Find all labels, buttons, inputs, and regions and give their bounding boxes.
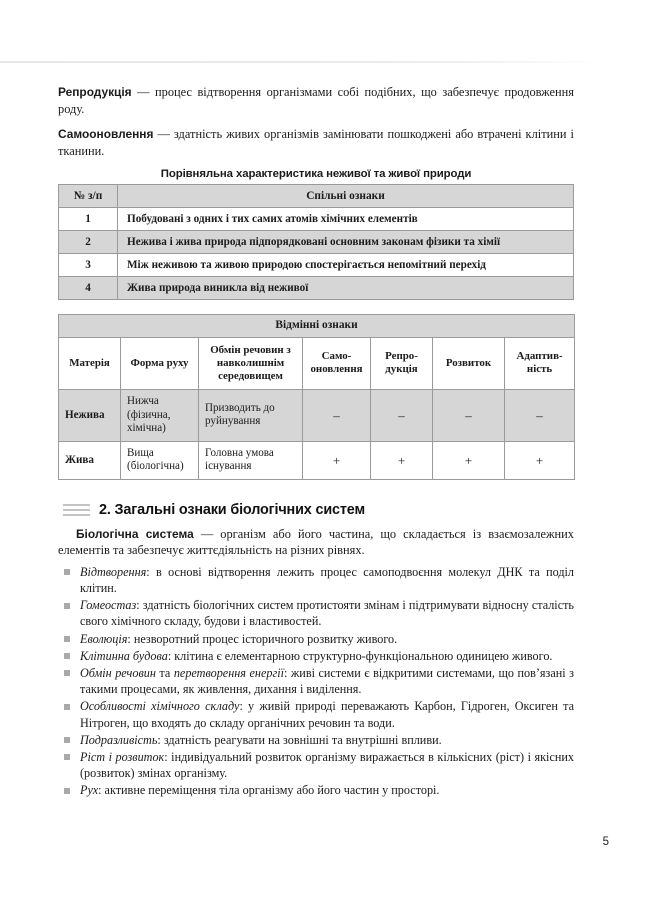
table-row: [59, 254, 574, 277]
table-title-distinctive-features: Відмінні ознаки: [59, 315, 575, 338]
triple-bar-icon: [63, 504, 90, 517]
cell-metabolism: Головна умова існування: [199, 441, 303, 479]
cell-metabolism: Призводить до руйнування: [199, 389, 303, 441]
table-row: [59, 277, 574, 300]
cell-development: +: [433, 441, 505, 479]
cell-motion-form: Вища (біологічна): [121, 441, 199, 479]
column-header-index: № з/п: [59, 185, 118, 208]
feature-text: : живі системи є відкритими системами, що пов’язані з такими процесами, як живлення, дихання і виділення.: [80, 665, 574, 697]
feature-text: : клітина є елементарною структурно-функціональною одиницею живого.: [167, 648, 553, 663]
square-bullet-icon: [64, 788, 70, 794]
page-number: 5: [602, 836, 609, 848]
cell-development: –: [433, 389, 505, 441]
feature-text: : у живій природі переважають Карбон, Гідроген, Оксиген та Нітроген, що входять до складу органічних речовин та води.: [80, 699, 574, 730]
list-item: [64, 564, 574, 596]
list-item: [64, 597, 574, 629]
table-header-row: [59, 337, 575, 389]
cell-matter: Жива: [59, 441, 121, 479]
feature-text: : активне переміщення тіла організму або його частин у просторі.: [98, 783, 440, 798]
term-definition: — процес відтворення організмами собі подібних, що забезпечує продовження роду.: [58, 85, 574, 116]
square-bullet-icon: [64, 653, 70, 659]
list-item: [64, 782, 574, 798]
term-label: Самооновлення: [58, 127, 154, 142]
term-label: Біологічна система: [76, 526, 194, 541]
definition-paragraph-reproduction: [58, 84, 574, 117]
table-row: [59, 441, 575, 479]
square-bullet-icon: [64, 670, 70, 676]
feature-text: : здатність реагувати на зовнішні та внутрішні впливи.: [157, 732, 442, 747]
feature-label: Відтворення: [80, 564, 147, 579]
column-header-metabolism: Обмін речовин з навколишнім середовищем: [199, 337, 303, 389]
square-bullet-icon: [64, 704, 70, 710]
cell-adaptability: –: [505, 389, 575, 441]
page-content: [58, 84, 574, 800]
list-item: [64, 631, 574, 647]
cell-reproduction: +: [371, 441, 433, 479]
column-header-development: Розвиток: [433, 337, 505, 389]
column-header-reproduction: Репро-дукція: [371, 337, 433, 389]
table-row: [59, 389, 575, 441]
feature-label: Клітинна будова: [80, 648, 168, 663]
feature-label: Рух: [80, 783, 99, 798]
feature-label: Особливості хімічного складу: [80, 699, 240, 714]
cell-index: 1: [59, 208, 118, 231]
definition-paragraph-self-renewal: [58, 126, 574, 159]
square-bullet-icon: [64, 636, 70, 642]
feature-conjunction: та: [155, 665, 174, 680]
cell-matter: Нежива: [59, 389, 121, 441]
table-row: [59, 208, 574, 231]
feature-label: Подразливість: [80, 732, 158, 747]
cell-motion-form: Нижча (фізична, хімічна): [121, 389, 199, 441]
cell-feature: Побудовані з одних і тих самих атомів хімічних елементів: [118, 208, 574, 231]
cell-index: 3: [59, 254, 118, 277]
square-bullet-icon: [64, 569, 70, 575]
table-row: [59, 231, 574, 254]
cell-feature: Між неживою та живою природою спостерігається непомітний перехід: [118, 254, 574, 277]
list-item: [64, 648, 574, 664]
list-item: [64, 698, 574, 730]
feature-text: : індивідуальний розвиток організму виражається в кількісних (ріст) і якісних (розвиток) змінах організму.: [80, 749, 574, 781]
feature-text: : незворотний процес історичного розвитку живого.: [127, 631, 398, 646]
list-item: [64, 732, 574, 748]
term-label: Репродукція: [58, 85, 132, 99]
cell-reproduction: –: [371, 389, 433, 441]
table-header-row: [59, 185, 574, 208]
square-bullet-icon: [64, 603, 70, 609]
cell-self-renewal: +: [303, 441, 371, 479]
cell-self-renewal: –: [303, 389, 371, 441]
feature-label-secondary: перетворення енергії: [173, 665, 284, 680]
section-heading: [63, 502, 574, 518]
definition-paragraph-biological-system: [58, 526, 574, 559]
feature-label: Обмін речовин: [80, 665, 156, 680]
page-top-rule: [0, 61, 598, 63]
cell-feature: Жива природа виникла від неживої: [118, 277, 574, 300]
table-caption-common-features: Порівняльна характеристика неживої та живої природи: [160, 168, 472, 181]
cell-index: 2: [59, 231, 118, 254]
section-title: 2. Загальні ознаки біологічних систем: [99, 501, 365, 518]
feature-label: Ріст і розвиток: [80, 749, 165, 764]
table-common-features: [58, 184, 574, 300]
column-header-common-features: Спільні ознаки: [118, 185, 574, 208]
list-item: [64, 749, 574, 781]
table-distinctive-features: [58, 314, 575, 480]
column-header-adaptability: Адаптив-ність: [505, 337, 575, 389]
list-item: [64, 665, 574, 697]
features-list: [58, 564, 574, 799]
cell-feature: Нежива і жива природа підпорядковані основним законам фізики та хімії: [118, 231, 574, 254]
column-header-self-renewal: Само-оновлення: [303, 337, 371, 389]
term-definition: — здатність живих організмів замінювати пошкоджені або втрачені клітини і тканини.: [58, 127, 574, 158]
term-definition: — організм або його частина, що складається із взаємозалежних елементів та забезпечує життєдіяльність на різних рівнях.: [58, 526, 574, 558]
cell-adaptability: +: [505, 441, 575, 479]
table-title-row: [59, 315, 575, 338]
square-bullet-icon: [64, 737, 70, 743]
feature-text: : здатність біологічних систем протистояти змінам і підтримувати відносну сталість свого хімічного складу, будови і властивостей.: [80, 598, 574, 629]
feature-text: : в основі відтворення лежить процес самоподвоєння молекул ДНК та поділ клітин.: [80, 564, 574, 595]
cell-index: 4: [59, 277, 118, 300]
column-header-matter: Матерія: [59, 337, 121, 389]
square-bullet-icon: [64, 754, 70, 760]
column-header-motion-form: Форма руху: [121, 337, 199, 389]
feature-label: Еволюція: [80, 631, 128, 646]
feature-label: Гомеостаз: [80, 598, 137, 613]
